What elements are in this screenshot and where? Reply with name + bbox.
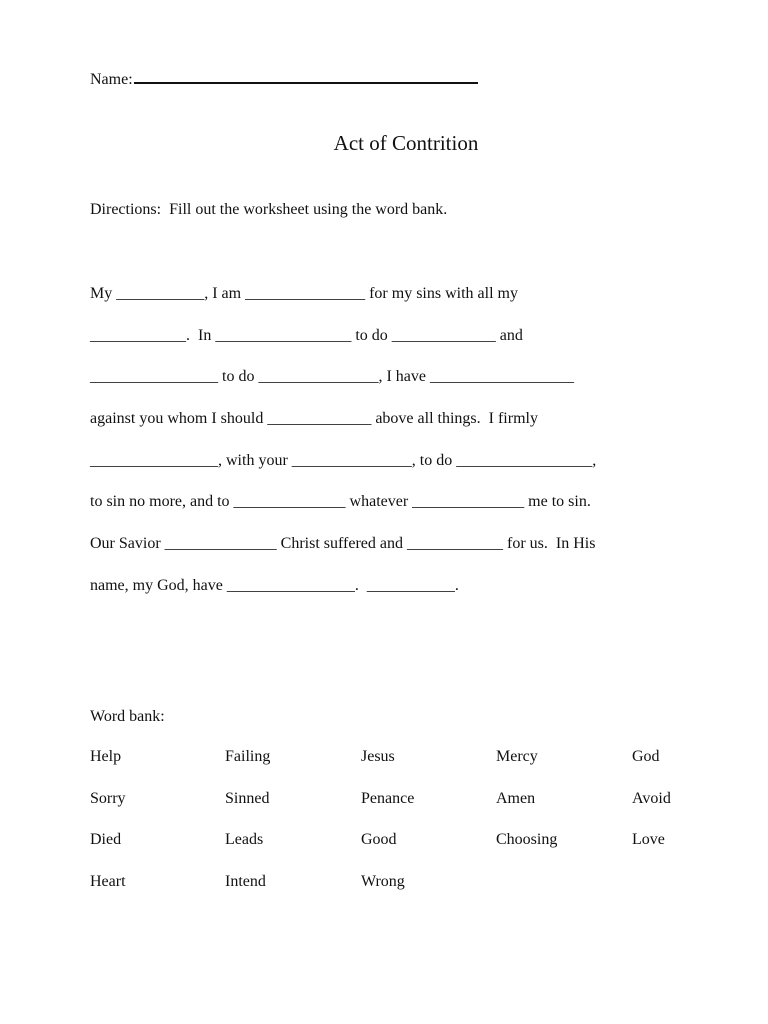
name-row bbox=[90, 68, 478, 90]
name-blank-line bbox=[134, 68, 478, 84]
passage-line: against you whom I should _____________ above all things. I firmly bbox=[90, 410, 538, 428]
word-bank-word: Amen bbox=[496, 789, 536, 807]
worksheet-title: Act of Contrition bbox=[333, 131, 479, 155]
word-bank-word: Good bbox=[361, 831, 397, 848]
word-bank-word: Help bbox=[90, 748, 122, 765]
passage-line: ________________, with your _______________, to do _________________, bbox=[90, 451, 597, 469]
passage-line: My ___________, I am _______________ for my sins with all my bbox=[90, 285, 518, 302]
word-bank-word: Sinned bbox=[225, 789, 270, 807]
word-bank-word: Penance bbox=[361, 789, 415, 807]
prayer-passage bbox=[90, 284, 710, 618]
word-bank-word: Love bbox=[632, 831, 665, 848]
word-bank-word: Sorry bbox=[90, 789, 126, 807]
passage-line: Our Savior ______________ Christ suffered and ____________ for us. In His bbox=[90, 535, 596, 553]
word-bank-word: Mercy bbox=[496, 748, 538, 765]
word-bank-word: Choosing bbox=[496, 831, 558, 848]
directions-text: Directions: Fill out the worksheet using the word bank. bbox=[90, 201, 448, 218]
word-bank-word: Jesus bbox=[361, 748, 395, 765]
passage-line: name, my God, have ________________. ___________. bbox=[90, 576, 459, 594]
word-bank-word: Heart bbox=[90, 872, 126, 890]
word-bank-word: God bbox=[632, 748, 660, 765]
word-bank-word: Failing bbox=[225, 748, 271, 765]
word-bank-word: Leads bbox=[225, 831, 264, 848]
word-bank-word: Wrong bbox=[361, 872, 405, 890]
word-bank-word: Avoid bbox=[632, 789, 671, 807]
name-label: Name: bbox=[90, 71, 133, 88]
passage-line: ________________ to do _______________, I have __________________ bbox=[90, 368, 574, 386]
word-bank-word: Died bbox=[90, 831, 122, 848]
word-bank-word: Intend bbox=[225, 872, 266, 890]
passage-line: to sin no more, and to ______________ whatever ______________ me to sin. bbox=[90, 493, 591, 511]
word-bank-label: Word bank: bbox=[90, 708, 165, 725]
passage-line: ____________. In _________________ to do _____________ and bbox=[90, 326, 523, 344]
